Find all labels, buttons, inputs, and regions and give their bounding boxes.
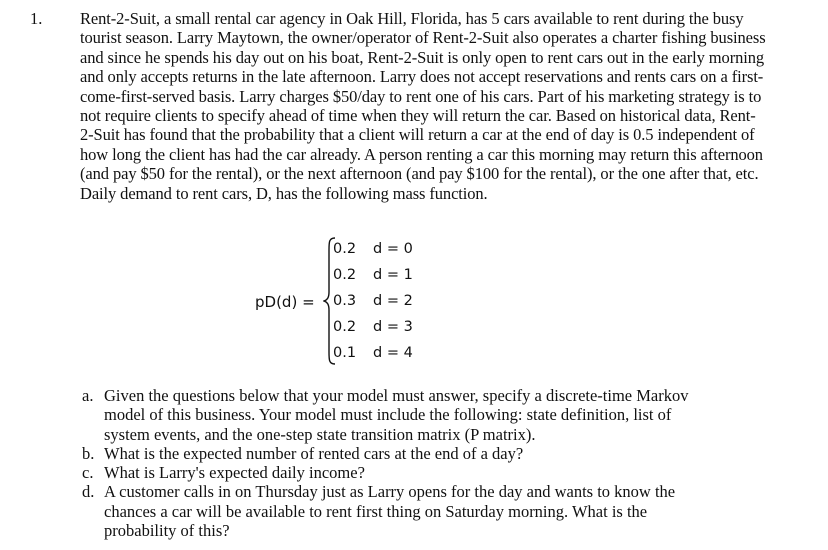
question-line: Given the questions below that your model must answer, specify a discrete-time Markov <box>104 386 689 405</box>
pmf-prob: 0.2 <box>333 241 357 257</box>
pmf-case <box>333 236 413 262</box>
problem-number: 1. <box>30 9 43 28</box>
pmf-prob: 0.2 <box>333 319 357 335</box>
statement-line: how long the client has had the car already. A person renting a car this morning may return this afternoon <box>80 144 763 164</box>
question-label: c. <box>82 463 94 483</box>
pmf-cases <box>333 236 413 366</box>
pmf-prob: 0.1 <box>333 345 357 361</box>
question-b <box>82 444 822 463</box>
pmf-cond: d = 1 <box>373 267 413 283</box>
pmf-cond: d = 3 <box>373 319 413 335</box>
question-line: chances a car will be available to rent first thing on Saturday morning. What is the <box>104 501 648 521</box>
statement-line: come-first-served basis. Larry charges $50/day to rent one of his cars. Part of his marketing strategy is to <box>80 86 762 106</box>
question-label: d. <box>82 482 95 502</box>
problem-statement <box>80 9 825 203</box>
statement-line: (and pay $50 for the rental), or the next afternoon (and pay $100 for the rental), or the one after that, etc. <box>80 164 759 184</box>
pmf-prob: 0.3 <box>333 293 357 309</box>
question-label: b. <box>82 443 95 463</box>
statement-line: tourist season. Larry Maytown, the owner/operator of Rent-2-Suit also operates a charter fishing business <box>80 28 766 48</box>
pmf-cond: d = 4 <box>373 345 413 361</box>
question-line: probability of this? <box>104 521 230 541</box>
question-line: What is the expected number of rented cars at the end of a day? <box>104 443 524 463</box>
pmf-prob: 0.2 <box>333 267 357 283</box>
question-line: model of this business. Your model must include the following: state definition, list of <box>104 405 672 425</box>
question-line: A customer calls in on Thursday just as Larry opens for the day and wants to know the <box>104 482 676 502</box>
statement-line: and since he spends his day out on his boat, Rent-2-Suit is only open to rent cars out in the early morning <box>80 47 765 67</box>
pmf-case <box>333 314 413 340</box>
statement-line: Rent-2-Suit, a small rental car agency in Oak Hill, Florida, has 5 cars available to rent during the busy <box>80 9 744 28</box>
statement-line: 2-Suit has found that the probability that a client will return a car at the end of day is 0.5 independent of <box>80 125 755 145</box>
pmf-cond: d = 0 <box>373 241 413 257</box>
statement-line: and only accepts returns in the late afternoon. Larry does not accept reservations and rents cars on a first- <box>80 67 764 87</box>
statement-line: not require clients to specify ahead of time when they will return the car. Based on historical data, Rent- <box>80 106 756 126</box>
statement-line: Daily demand to rent cars, D, has the following mass function. <box>80 183 488 203</box>
pmf-cond: d = 2 <box>373 293 413 309</box>
question-list <box>82 386 822 540</box>
question-a <box>82 386 822 444</box>
question-line: system events, and the one-step state transition matrix (P matrix). <box>104 424 536 444</box>
pmf-case <box>333 340 413 366</box>
question-label: a. <box>82 386 94 405</box>
question-line: What is Larry's expected daily income? <box>104 463 365 483</box>
question-c <box>82 463 822 482</box>
pmf-case <box>333 262 413 288</box>
pmf-lhs: pD(d) = <box>255 293 315 311</box>
question-d <box>82 482 822 540</box>
pmf-case <box>333 288 413 314</box>
